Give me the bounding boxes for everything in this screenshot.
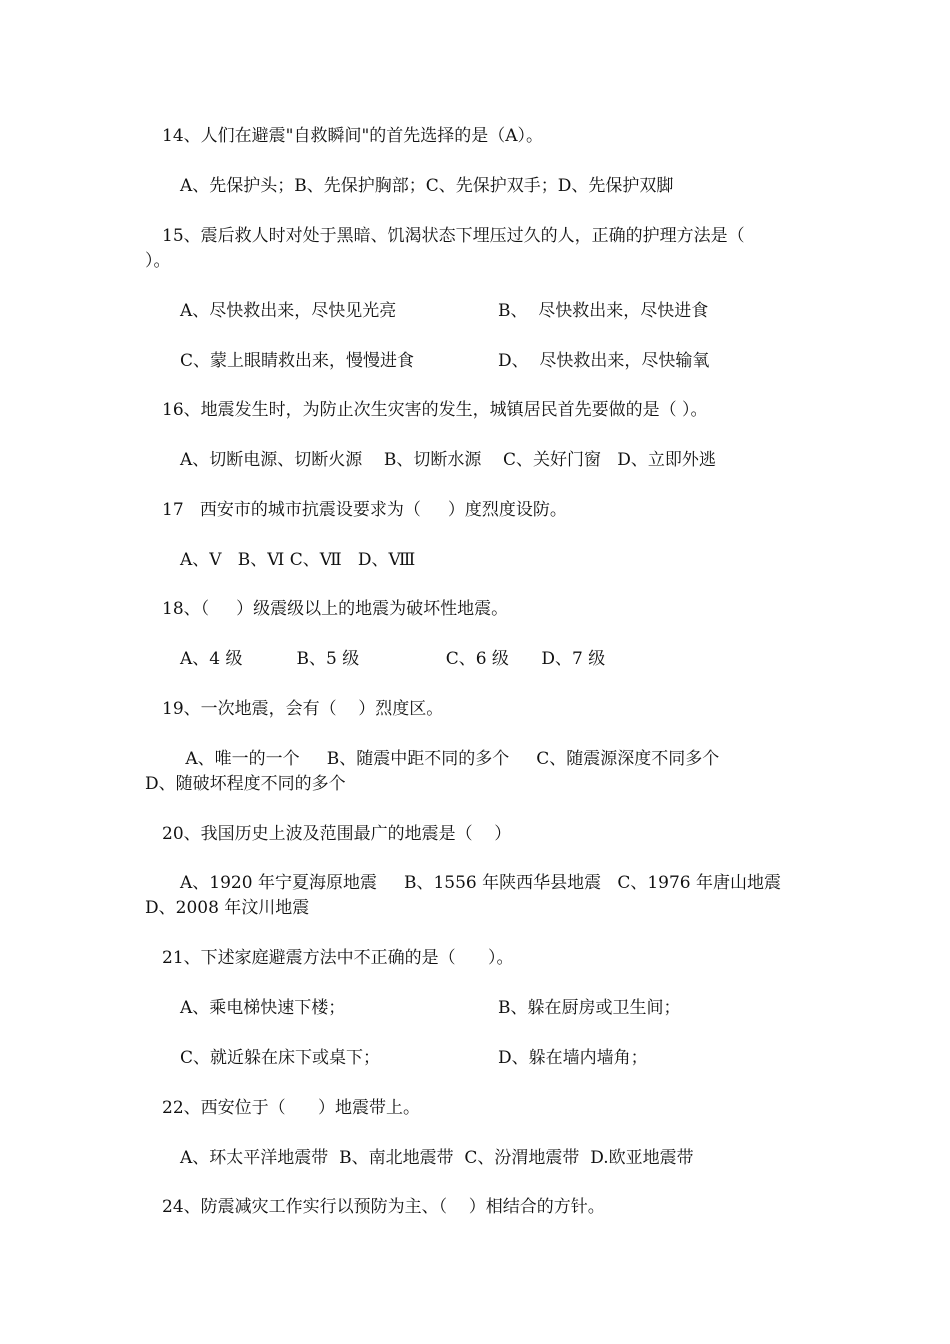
question-21: 21、下述家庭避震方法中不正确的是（ ）。 [162,948,514,968]
question-15-continuation: ）。 [145,251,171,271]
options-17: A、Ⅴ B、Ⅵ C、Ⅶ D、Ⅷ [180,550,416,570]
option-15-a: A、尽快救出来，尽快见光亮 [180,301,397,321]
question-20: 20、我国历史上波及范围最广的地震是（ ） [162,824,512,844]
options-14: A、先保护头；B、先保护胸部；C、先保护双手；D、先保护双脚 [180,176,674,196]
options-18: A、4 级 B、5 级 C、6 级 D、7 级 [180,649,606,669]
options-16: A、切断电源、切断火源 B、切断水源 C、关好门窗 D、立即外逃 [180,450,716,470]
question-16: 16、地震发生时，为防止次生灾害的发生，城镇居民首先要做的是（ ）。 [162,400,708,420]
option-15-d: D、 尽快救出来，尽快输氧 [498,351,710,371]
options-19-continuation: D、随破坏程度不同的多个 [145,774,346,794]
question-15: 15、震后救人时对处于黑暗、饥渴状态下埋压过久的人，正确的护理方法是（ [162,226,745,246]
options-19: A、唯一的一个 B、随震中距不同的多个 C、随震源深度不同多个 [180,749,720,769]
option-21-d: D、躲在墙内墙角； [498,1048,648,1068]
question-19: 19、一次地震，会有（ ）烈度区。 [162,699,444,719]
question-22: 22、西安位于（ ）地震带上。 [162,1098,421,1118]
question-24: 24、防震减灾工作实行以预防为主、（ ）相结合的方针。 [162,1197,605,1217]
question-18: 18、（ ）级震级以上的地震为破坏性地震。 [162,599,509,619]
option-15-c: C、蒙上眼睛救出来，慢慢进食 [180,351,415,371]
option-21-b: B、躲在厨房或卫生间； [498,998,681,1018]
options-22: A、环太平洋地震带 B、南北地震带 C、汾渭地震带 D.欧亚地震带 [180,1148,694,1168]
option-21-c: C、就近躲在床下或桌下； [180,1048,381,1068]
question-14: 14、人们在避震"自救瞬间"的首先选择的是（A）。 [162,126,544,146]
option-21-a: A、乘电梯快速下楼； [180,998,346,1018]
question-17: 17 西安市的城市抗震设要求为（ ）度烈度设防。 [162,500,567,520]
options-20-continuation: D、2008 年汶川地震 [145,898,310,918]
options-20: A、1920 年宁夏海原地震 B、1556 年陕西华县地震 C、1976 年唐山地震 [180,873,782,893]
option-15-b: B、 尽快救出来，尽快进食 [498,301,709,321]
